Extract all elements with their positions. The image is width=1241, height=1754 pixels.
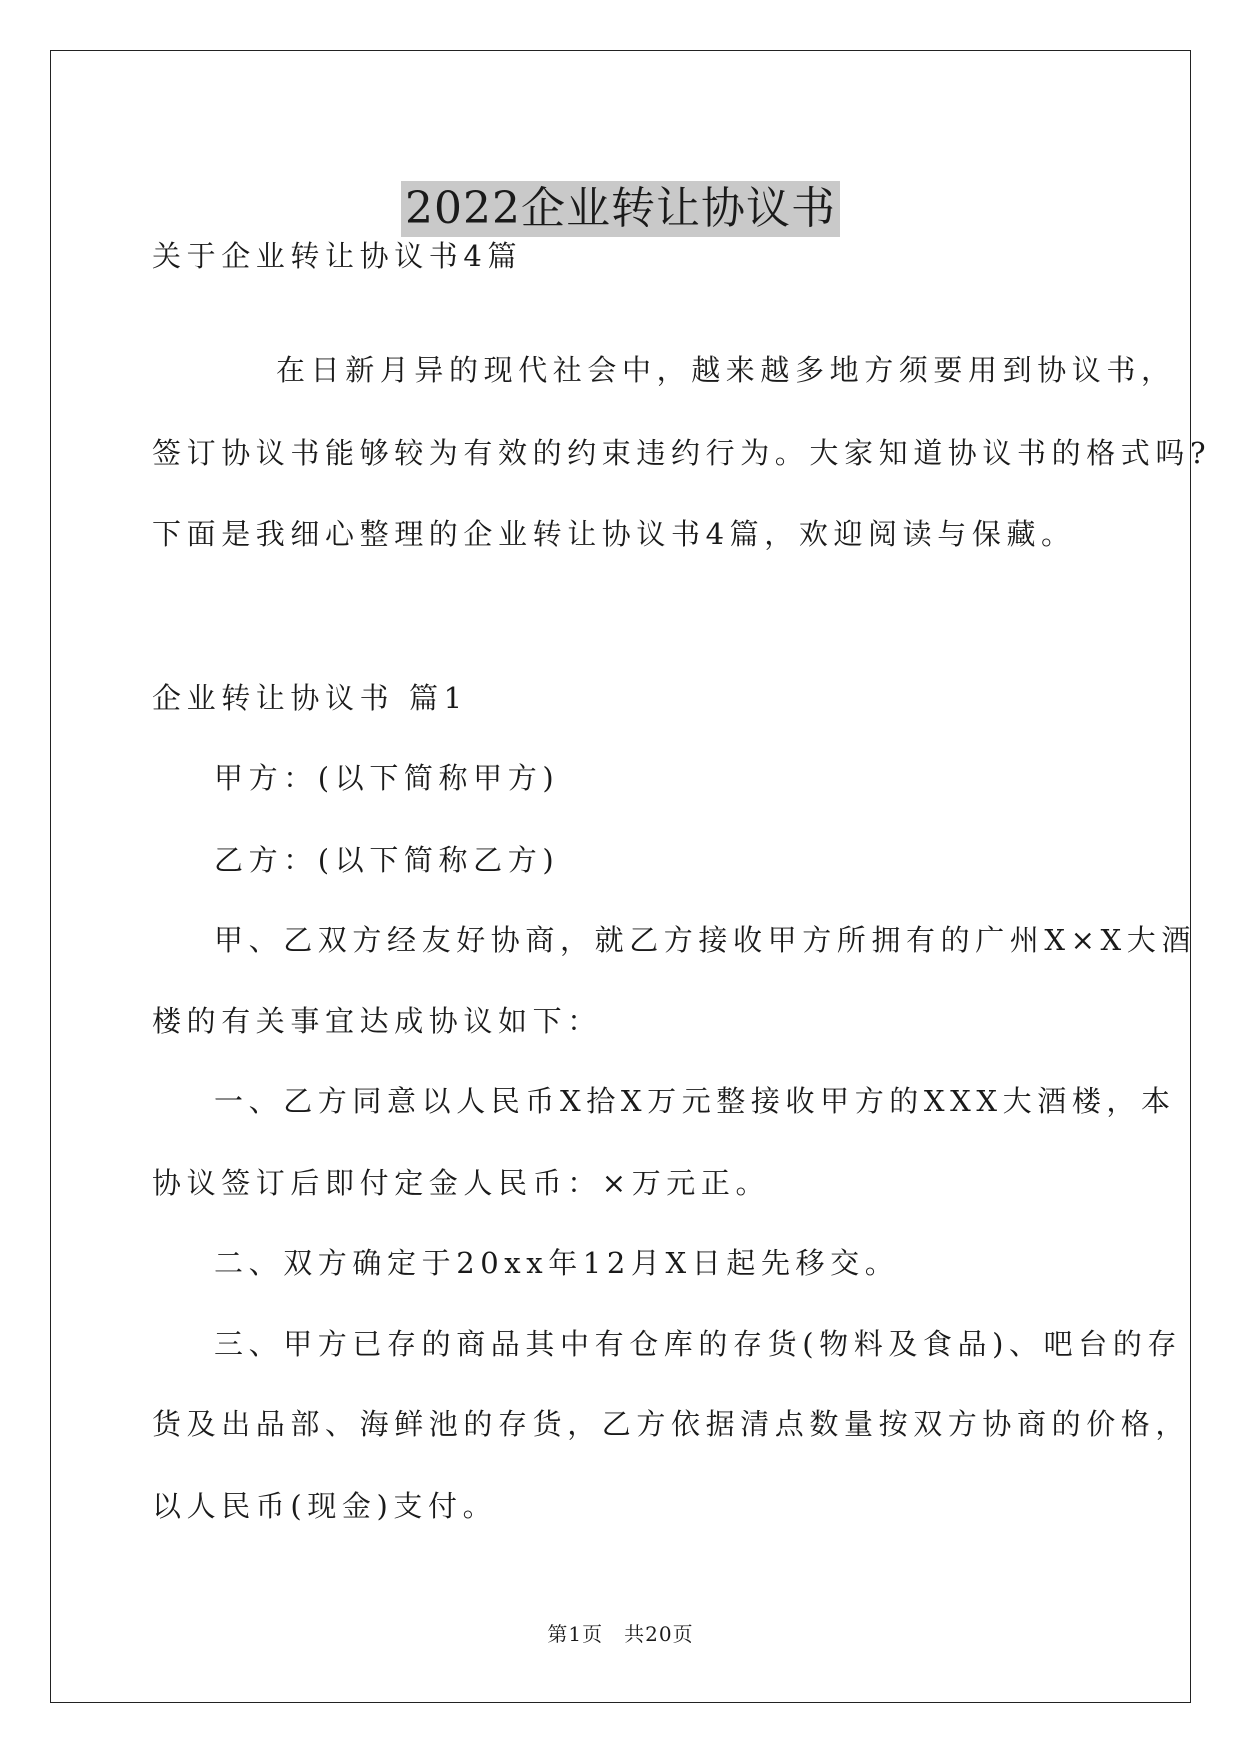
paragraph-line: 三、甲方已存的商品其中有仓库的存货(物料及食品)、吧台的存 bbox=[214, 1327, 1183, 1361]
paragraph-line: 在日新月异的现代社会中，越来越多地方须要用到协议书， bbox=[276, 353, 1176, 387]
subtitle-line: 关于企业转让协议书4篇 bbox=[152, 239, 523, 273]
paragraph-line: 协议签订后即付定金人民币：×万元正。 bbox=[152, 1166, 771, 1200]
document-title: 2022企业转让协议书 bbox=[401, 181, 840, 237]
paragraph-line: 货及出品部、海鲜池的存货，乙方依据清点数量按双方协商的价格， bbox=[152, 1407, 1191, 1441]
paragraph-line: 签订协议书能够较为有效的约束违约行为。大家知道协议书的格式吗? bbox=[152, 436, 1212, 470]
paragraph-line: 下面是我细心整理的企业转让协议书4篇，欢迎阅读与保藏。 bbox=[152, 517, 1076, 551]
paragraph-line: 乙方：(以下简称乙方) bbox=[214, 843, 560, 877]
paragraph-line: 二、双方确定于20xx年12月X日起先移交。 bbox=[214, 1246, 900, 1280]
paragraph-line: 甲、乙双方经友好协商，就乙方接收甲方所拥有的广州X×X大酒 bbox=[214, 923, 1196, 957]
paragraph-line: 一、乙方同意以人民币X拾X万元整接收甲方的XXX大酒楼，本 bbox=[214, 1084, 1176, 1118]
page-footer: 第1页 共20页 bbox=[547, 1622, 694, 1646]
paragraph-line: 甲方：(以下简称甲方) bbox=[214, 761, 560, 795]
section-heading: 企业转让协议书 篇1 bbox=[152, 681, 468, 715]
paragraph-line: 楼的有关事宜达成协议如下： bbox=[152, 1004, 602, 1038]
paragraph-line: 以人民币(现金)支付。 bbox=[152, 1489, 498, 1523]
